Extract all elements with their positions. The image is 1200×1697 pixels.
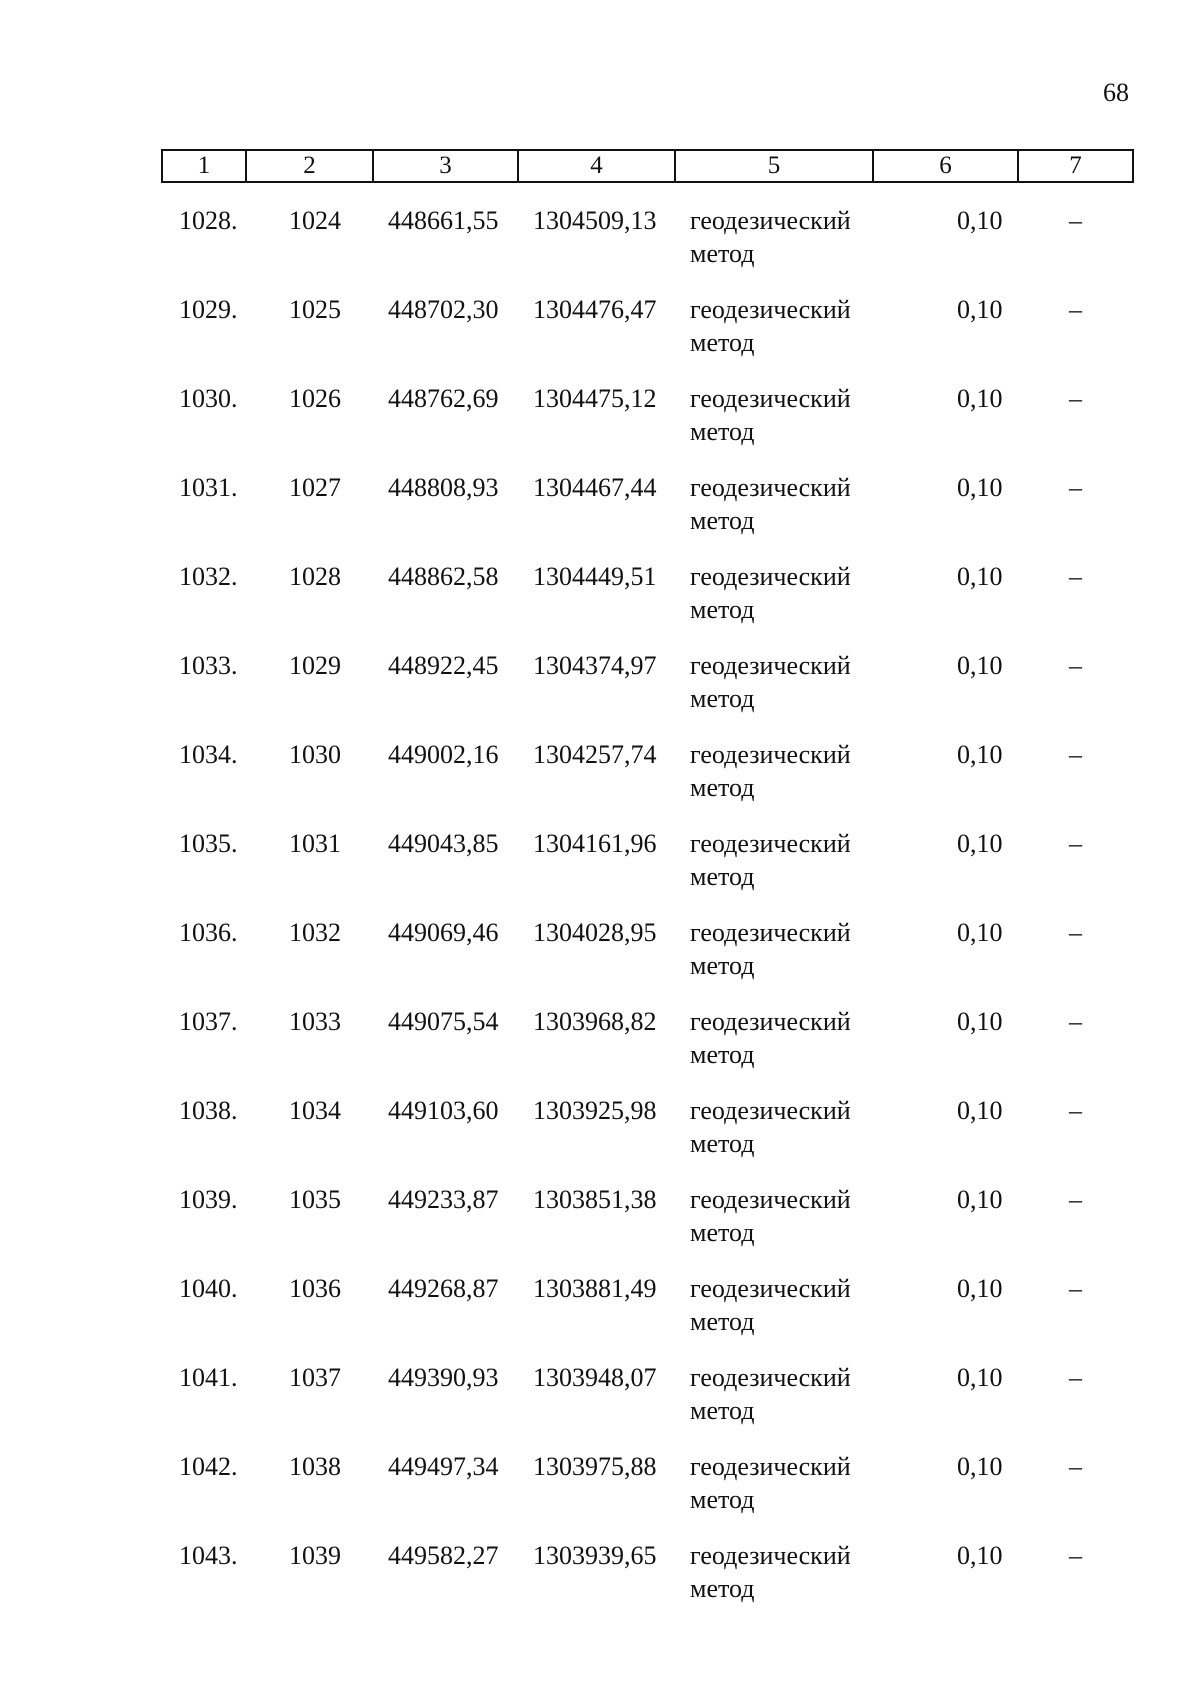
accuracy-value: 0,10 [957,295,1003,324]
method [690,1539,851,1605]
coordinate-x: 448922,45 [388,651,499,680]
method-line-2: метод [690,1485,755,1514]
row-number: 1040. [179,1274,238,1303]
accuracy-value: 0,10 [957,918,1003,947]
note-value: – [1069,384,1082,413]
note-value: – [1069,1541,1082,1570]
page-number: 68 [1103,78,1129,107]
coordinate-y: 1304028,95 [533,918,657,947]
coordinate-y: 1303948,07 [533,1363,657,1392]
row-number: 1043. [179,1541,238,1570]
coordinate-x: 449233,87 [388,1185,499,1214]
coordinate-x: 449268,87 [388,1274,499,1303]
method-line-2: метод [690,1574,755,1603]
coordinate-y: 1304509,13 [533,206,657,235]
method-line-1: геодезический [690,1007,851,1036]
column-header-table [161,149,1134,183]
method [690,1450,851,1516]
column-header-6: 6 [873,150,1018,182]
coordinate-x: 449075,54 [388,1007,499,1036]
coordinate-y: 1303939,65 [533,1541,657,1570]
table-body [161,196,1132,1620]
row-number: 1028. [179,206,238,235]
point-number: 1031 [289,829,341,858]
accuracy-value: 0,10 [957,1452,1003,1481]
method-line-1: геодезический [690,1541,851,1570]
method-line-2: метод [690,862,755,891]
table-row [161,285,1132,374]
note-value: – [1069,918,1082,947]
table-row [161,997,1132,1086]
method [690,560,851,626]
coordinate-y: 1304161,96 [533,829,657,858]
accuracy-value: 0,10 [957,1541,1003,1570]
coordinate-y: 1303968,82 [533,1007,657,1036]
row-number: 1042. [179,1452,238,1481]
accuracy-value: 0,10 [957,384,1003,413]
note-value: – [1069,206,1082,235]
coordinate-y: 1304476,47 [533,295,657,324]
method [690,827,851,893]
row-number: 1038. [179,1096,238,1125]
point-number: 1037 [289,1363,341,1392]
row-number: 1033. [179,651,238,680]
row-number: 1031. [179,473,238,502]
method-line-2: метод [690,1129,755,1158]
method-line-2: метод [690,1040,755,1069]
column-header-4: 4 [518,150,675,182]
point-number: 1026 [289,384,341,413]
column-header-5: 5 [675,150,873,182]
coordinate-y: 1303851,38 [533,1185,657,1214]
row-number: 1041. [179,1363,238,1392]
coordinate-y: 1303975,88 [533,1452,657,1481]
point-number: 1039 [289,1541,341,1570]
method-line-1: геодезический [690,829,851,858]
table-row [161,641,1132,730]
point-number: 1030 [289,740,341,769]
method-line-2: метод [690,1307,755,1336]
accuracy-value: 0,10 [957,1185,1003,1214]
row-number: 1037. [179,1007,238,1036]
row-number: 1036. [179,918,238,947]
note-value: – [1069,651,1082,680]
row-number: 1034. [179,740,238,769]
coordinate-x: 449002,16 [388,740,499,769]
table-row [161,1353,1132,1442]
accuracy-value: 0,10 [957,206,1003,235]
row-number: 1032. [179,562,238,591]
note-value: – [1069,1363,1082,1392]
method [690,1361,851,1427]
coordinate-x: 448862,58 [388,562,499,591]
method-line-2: метод [690,1218,755,1247]
coordinate-y: 1303881,49 [533,1274,657,1303]
coordinate-x: 448762,69 [388,384,499,413]
point-number: 1024 [289,206,341,235]
method-line-2: метод [690,328,755,357]
method [690,471,851,537]
coordinate-y: 1304374,97 [533,651,657,680]
method-line-1: геодезический [690,1096,851,1125]
accuracy-value: 0,10 [957,1363,1003,1392]
table-row [161,1442,1132,1531]
table-row [161,552,1132,641]
accuracy-value: 0,10 [957,562,1003,591]
accuracy-value: 0,10 [957,740,1003,769]
note-value: – [1069,473,1082,502]
coordinate-y: 1304475,12 [533,384,657,413]
table-row [161,196,1132,285]
note-value: – [1069,1452,1082,1481]
point-number: 1027 [289,473,341,502]
point-number: 1028 [289,562,341,591]
note-value: – [1069,562,1082,591]
coordinate-x: 448808,93 [388,473,499,502]
column-header-2: 2 [246,150,373,182]
method [690,293,851,359]
method-line-2: метод [690,1396,755,1425]
method [690,1272,851,1338]
method-line-1: геодезический [690,473,851,502]
method [690,204,851,270]
coordinate-y: 1304449,51 [533,562,657,591]
accuracy-value: 0,10 [957,1007,1003,1036]
method-line-1: геодезический [690,295,851,324]
table-row [161,730,1132,819]
method-line-1: геодезический [690,562,851,591]
method-line-2: метод [690,684,755,713]
point-number: 1038 [289,1452,341,1481]
method-line-2: метод [690,417,755,446]
column-header-7: 7 [1018,150,1133,182]
point-number: 1025 [289,295,341,324]
coordinate-x: 448702,30 [388,295,499,324]
method-line-1: геодезический [690,206,851,235]
coordinate-x: 449582,27 [388,1541,499,1570]
method-line-2: метод [690,951,755,980]
method-line-2: метод [690,506,755,535]
method-line-1: геодезический [690,1274,851,1303]
coordinate-x: 449390,93 [388,1363,499,1392]
table-row [161,463,1132,552]
method-line-1: геодезический [690,1452,851,1481]
method-line-1: геодезический [690,1363,851,1392]
method [690,1183,851,1249]
accuracy-value: 0,10 [957,651,1003,680]
method-line-2: метод [690,595,755,624]
table-row [161,1264,1132,1353]
column-header-1: 1 [162,150,246,182]
method-line-2: метод [690,239,755,268]
accuracy-value: 0,10 [957,1274,1003,1303]
table-row [161,819,1132,908]
point-number: 1033 [289,1007,341,1036]
coordinate-x: 449103,60 [388,1096,499,1125]
method-line-1: геодезический [690,918,851,947]
coordinate-y: 1304467,44 [533,473,657,502]
method-line-1: геодезический [690,740,851,769]
note-value: – [1069,829,1082,858]
point-number: 1035 [289,1185,341,1214]
accuracy-value: 0,10 [957,1096,1003,1125]
table-row [161,1086,1132,1175]
method [690,382,851,448]
method [690,738,851,804]
coordinate-x: 449043,85 [388,829,499,858]
note-value: – [1069,1185,1082,1214]
row-number: 1035. [179,829,238,858]
method-line-1: геодезический [690,651,851,680]
method-line-1: геодезический [690,1185,851,1214]
method-line-2: метод [690,773,755,802]
point-number: 1032 [289,918,341,947]
accuracy-value: 0,10 [957,473,1003,502]
note-value: – [1069,1096,1082,1125]
coordinate-x: 449069,46 [388,918,499,947]
coordinate-y: 1303925,98 [533,1096,657,1125]
method-line-1: геодезический [690,384,851,413]
table-row [161,1175,1132,1264]
row-number: 1039. [179,1185,238,1214]
coordinate-y: 1304257,74 [533,740,657,769]
note-value: – [1069,295,1082,324]
note-value: – [1069,1274,1082,1303]
method [690,1005,851,1071]
point-number: 1034 [289,1096,341,1125]
method [690,916,851,982]
coordinate-x: 449497,34 [388,1452,499,1481]
row-number: 1030. [179,384,238,413]
table-row [161,908,1132,997]
point-number: 1029 [289,651,341,680]
coordinate-x: 448661,55 [388,206,499,235]
column-header-row [162,150,1133,182]
row-number: 1029. [179,295,238,324]
accuracy-value: 0,10 [957,829,1003,858]
note-value: – [1069,1007,1082,1036]
point-number: 1036 [289,1274,341,1303]
note-value: – [1069,740,1082,769]
method [690,649,851,715]
method [690,1094,851,1160]
table-row [161,1531,1132,1620]
column-header-3: 3 [373,150,518,182]
table-row [161,374,1132,463]
